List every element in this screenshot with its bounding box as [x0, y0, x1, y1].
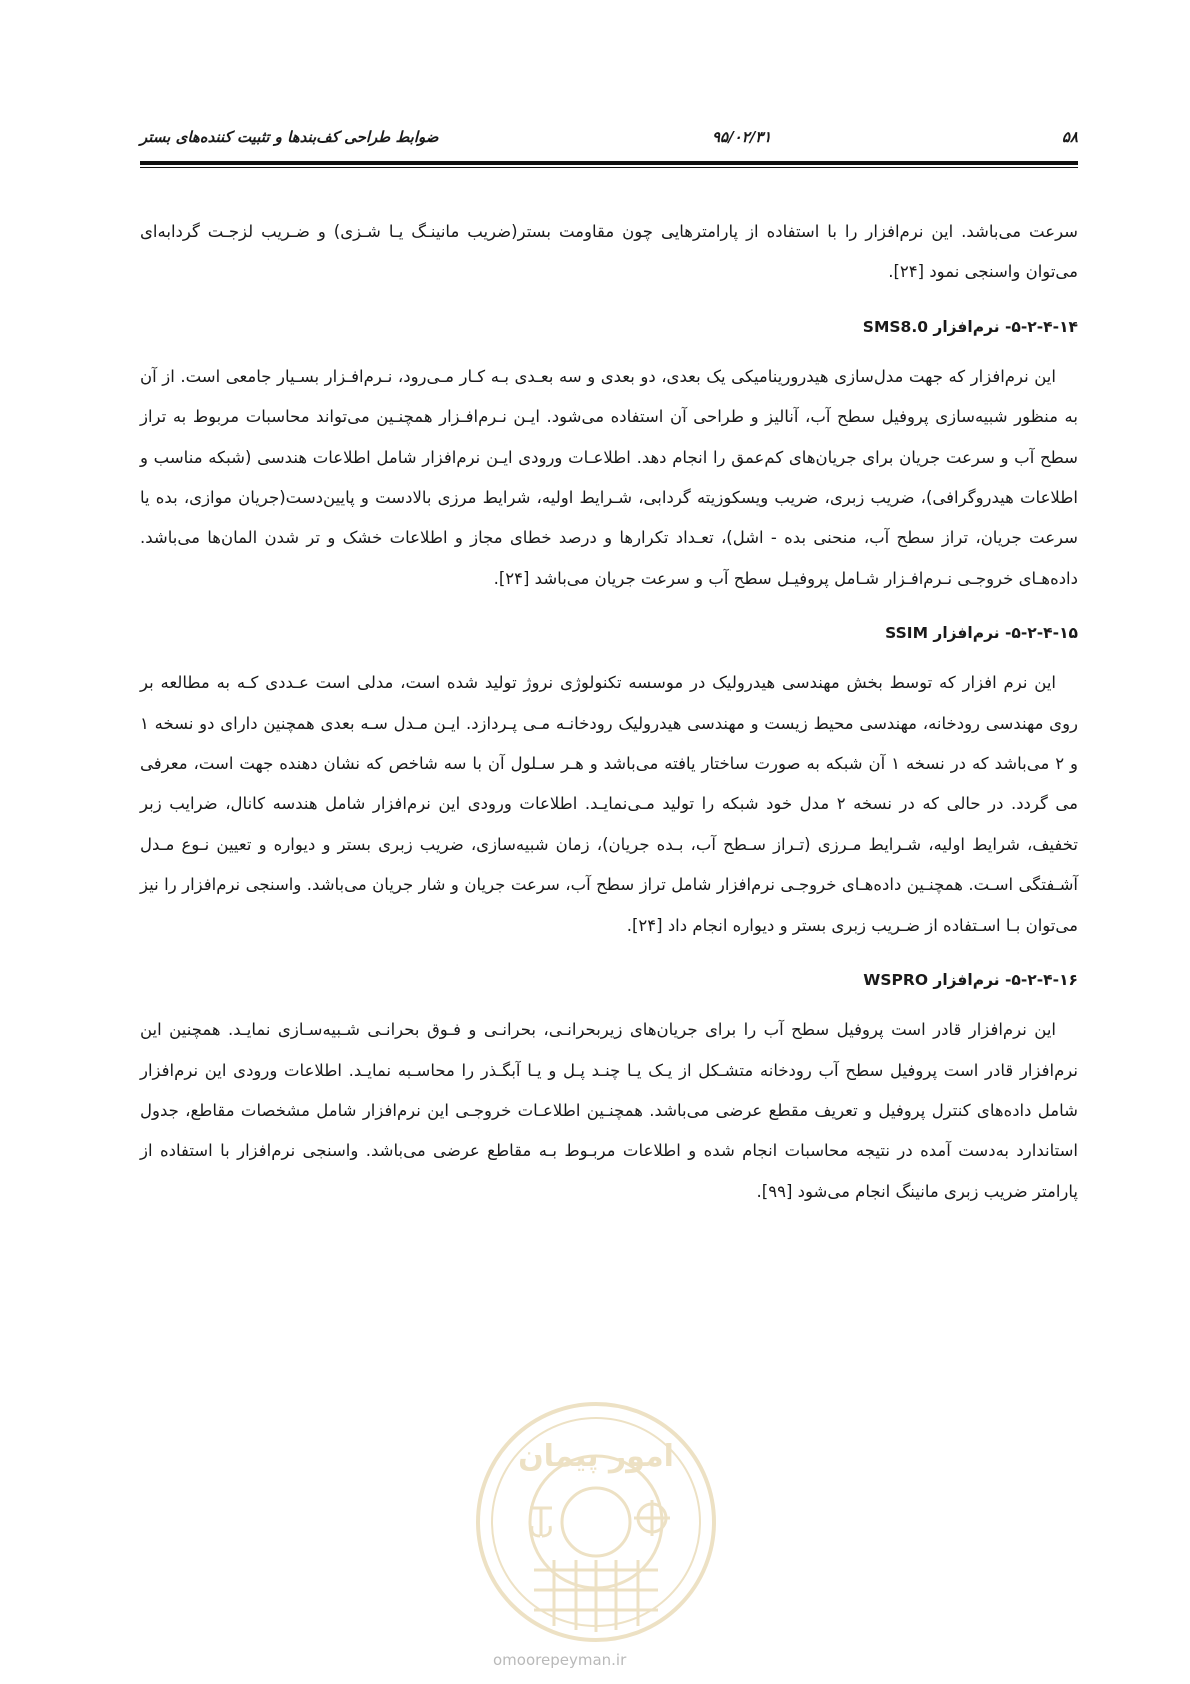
section-body-sms: این نرم‌افزار که جهت مدل‌سازی هیدرورینامیکی یک بعدی، دو بعدی و سه بعـدی بـه کـار مـی‌رود، نـرم‌افـزار بسـیار جامعی است. از آن به منظور شبیه‌سازی پروفیل سطح آب، آنالیز و طراحی آن استفاده می‌شود. ایـن نـرم‌افـزار همچنـین می‌تواند محاسبات مربوط به تراز سطح آب و سرعت جریان برای جریان‌های کم‌عمق را انجام دهد. اطلاعـات ورودی ایـن نرم‌افزار شامل اطلاعات هندسی (شبکه مناسب و اطلاعات هیدروگرافی)، ضریب زبری، ضریب ویسکوزیته گردابی، شـرایط اولیه، شرایط مرزی بالادست و پایین‌دست(جریان موازی، بده یا سرعت جریان، تراز سطح آب، منحنی بده - اشل)، تعـداد تکرارها و درصد خطای مجاز و اطلاعات خشک و تر شدن المان‌ها می‌باشد. داده‌هـای خروجـی نـرم‌افـزار شـامل پروفیـل سطح آب و سرعت جریان می‌باشد [۲۴].: [140, 366, 1078, 588]
intro-paragraph: سرعت می‌باشد. این نرم‌افزار را با استفاده از پارامترهایی چون مقاومت بستر(ضریب مانینـگ یـا شـزی) و ضـریب لزجـت گردابه‌ای می‌توان واسنجی نمود [۲۴].: [140, 222, 1078, 282]
header-rule: [140, 161, 1078, 165]
section-body-wspro: این نرم‌افزار قادر است پروفیل سطح آب را برای جریان‌های زیربحرانـی، بحرانـی و فـوق بحرانـی شـبیه‌سـازی نمایـد. همچنین این نرم‌افزار قادر است پروفیل سطح آب رودخانه متشـکل از یـک یـا چنـد پـل و یـا آبگـذر را محاسـبه نمایـد. اطلاعات ورودی این نرم‌افزار شامل داده‌های کنترل پروفیل و تعریف مقطع عرضی می‌باشد. همچنـین اطلاعـات خروجـی این نرم‌افزار شامل مشخصات مقاطع، جدول استاندارد به‌دست آمده در نتیجه محاسبات انجام شده و اطلاعات مربـوط بـه مقاطع عرضی می‌باشد. واسنجی نرم‌افزار با استفاده از پارامتر ضریب زبری مانینگ انجام می‌شود [۹۹].: [140, 1020, 1078, 1201]
logo-text: امور پیمان: [518, 1439, 674, 1474]
header-title: ضوابط طراحی کف‌بندها و تثبیت کننده‌های بستر: [140, 128, 439, 146]
section-body-ssim: این نرم افزار که توسط بخش مهندسی هیدرولیک در موسسه تکنولوژی نروژ تولید شده است، مدلی است عـددی کـه به مطالعه بر روی مهندسی رودخانه، مهندسی محیط زیست و مهندسی هیدرولیک رودخانـه مـی پـردازد. ایـن مـدل سـه بعدی همچنین دارای دو نسخه ۱ و ۲ می‌باشد که در نسخه ۱ آن شبکه به صورت ساختار یافته می‌باشد و هـر سـلول آن با سه شاخص که نشان دهنده جهت است، معرفی می گردد. در حالی که در نسخه ۲ مدل خود شبکه را تولید مـی‌نمایـد. اطلاعات ورودی این نرم‌افزار شامل هندسه کانال، ضرایب زبر تخفیف، شرایط اولیه، شـرایط مـرزی (تـراز سـطح آب، بـده جریان)، زمان شبیه‌سازی، ضریب زبری بستر و دیواره و تعیین نـوع مـدل آشـفتگی اسـت. همچنـین داده‌هـای خروجـی نرم‌افزار شامل تراز سطح آب، سرعت جریان و شار جریان می‌باشد. واسنجی نرم‌افزار را نیز می‌توان بـا اسـتفاده از ضـریب زبری بستر و دیواره انجام داد [۲۴].: [140, 673, 1079, 935]
section-heading-sms: ۵-۲-۴-۱۴- نرم‌افزار SMS8.0: [862, 317, 1078, 336]
section-heading-ssim: ۵-۲-۴-۱۵- نرم‌افزار SSIM: [885, 624, 1078, 643]
seal-logo-icon: [474, 1400, 718, 1644]
watermark-site: omoorepeyman.ir: [493, 1651, 627, 1669]
section-heading-wspro: ۵-۲-۴-۱۶- نرم‌افزار WSPRO: [863, 971, 1078, 990]
page-content: [140, 212, 1078, 1212]
page-number: ۵۸: [1061, 128, 1078, 146]
running-header: [140, 128, 1078, 158]
header-rule-thin: [140, 167, 1078, 168]
header-date: ۹۵/۰۲/۳۱: [712, 128, 772, 146]
